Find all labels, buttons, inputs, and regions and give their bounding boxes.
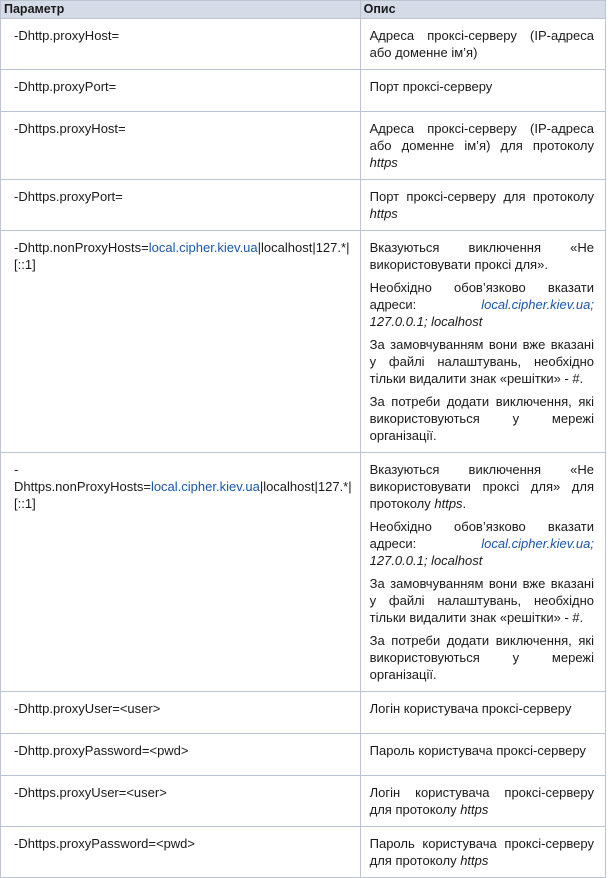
host-link[interactable]: local.cipher.kiev.ua [148, 240, 258, 255]
desc-cell [360, 180, 605, 231]
protocol-text: https [369, 206, 398, 221]
desc-cell: Порт проксі-серверу [360, 70, 605, 112]
param-text: - [14, 462, 19, 477]
param-cell: -Dhttps.proxyPort= [1, 180, 361, 231]
desc-text: . [462, 496, 467, 511]
table-header-row [1, 1, 606, 19]
table-row [1, 70, 606, 112]
param-text: |localhost|127.*|[::1] [14, 479, 352, 511]
desc-paragraph: За замовчуванням вони вже вказані у файлі налаштувань, необхідно тільки видалити знак «решітки» - #. [369, 576, 594, 625]
param-cell: -Dhttp.proxyPassword=<pwd> [1, 734, 361, 776]
column-header-desc: Опис [360, 1, 605, 19]
desc-cell: Пароль користувача проксі-серверу [360, 734, 605, 776]
desc-text: Необхідно обов’язково вказати адреси: [369, 519, 594, 551]
desc-text: Пароль користувача проксі-серверу для протоколу [369, 836, 594, 868]
param-cell: -Dhttp.proxyHost= [1, 19, 361, 70]
column-header-param: Параметр [1, 1, 361, 19]
desc-text: Необхідно обов’язково вказати адреси: [369, 280, 594, 312]
param-cell [1, 453, 361, 692]
protocol-text: https [369, 155, 398, 170]
desc-paragraph: Вказуються виключення «Не використовувати проксі для». [369, 240, 594, 272]
table-row [1, 112, 606, 180]
protocol-text: https [460, 802, 489, 817]
table-row [1, 453, 606, 692]
protocol-text: https [434, 496, 463, 511]
desc-paragraph: За потреби додати виключення, які використовуються у мережі організації. [369, 633, 594, 682]
param-cell [1, 231, 361, 453]
desc-paragraph [370, 461, 594, 512]
desc-paragraph [370, 518, 594, 569]
desc-paragraph [370, 279, 594, 330]
param-cell: -Dhttp.proxyPort= [1, 70, 361, 112]
param-text: |localhost|127.*|[::1] [14, 240, 350, 272]
desc-cell: Адреса проксі-серверу (IP-адреса або доменне ім’я) [360, 19, 605, 70]
desc-cell [360, 231, 605, 453]
desc-text: Вказуються виключення «Не використовувати проксі для» для протоколу [369, 462, 594, 511]
address-text: 127.0.0.1; localhost [369, 553, 483, 568]
desc-text: Порт проксі-серверу для протоколу [369, 189, 594, 204]
table-row [1, 776, 606, 827]
host-link[interactable]: local.cipher.kiev.ua; [481, 536, 594, 551]
desc-cell [360, 827, 605, 878]
desc-paragraph: За замовчуванням вони вже вказані у файлі налаштувань, необхідно тільки видалити знак «решітки» - #. [369, 337, 594, 386]
address-text: 127.0.0.1; localhost [369, 314, 483, 329]
param-text: Dhttps.nonProxyHosts= [14, 479, 151, 494]
desc-paragraph: За потреби додати виключення, які використовуються у мережі організації. [369, 394, 594, 443]
protocol-text: https [460, 853, 489, 868]
param-cell: -Dhttp.proxyUser=<user> [1, 692, 361, 734]
desc-text: Логін користувача проксі-серверу для протоколу [369, 785, 594, 817]
desc-cell [360, 776, 605, 827]
desc-cell: Логін користувача проксі-серверу [360, 692, 605, 734]
desc-text: Адреса проксі-серверу (IP-адреса або доменне ім’я) для протоколу [369, 121, 594, 153]
host-link[interactable]: local.cipher.kiev.ua; [481, 297, 594, 312]
table-row [1, 180, 606, 231]
host-link[interactable]: local.cipher.kiev.ua [150, 479, 260, 494]
table-row [1, 734, 606, 776]
param-cell: -Dhttps.proxyPassword=<pwd> [1, 827, 361, 878]
param-text: -Dhttp.nonProxyHosts= [14, 240, 149, 255]
table-row [1, 19, 606, 70]
desc-cell [360, 453, 605, 692]
table-row [1, 231, 606, 453]
table-row [1, 692, 606, 734]
desc-cell [360, 112, 605, 180]
param-cell: -Dhttps.proxyHost= [1, 112, 361, 180]
table-row [1, 827, 606, 878]
param-cell: -Dhttps.proxyUser=<user> [1, 776, 361, 827]
